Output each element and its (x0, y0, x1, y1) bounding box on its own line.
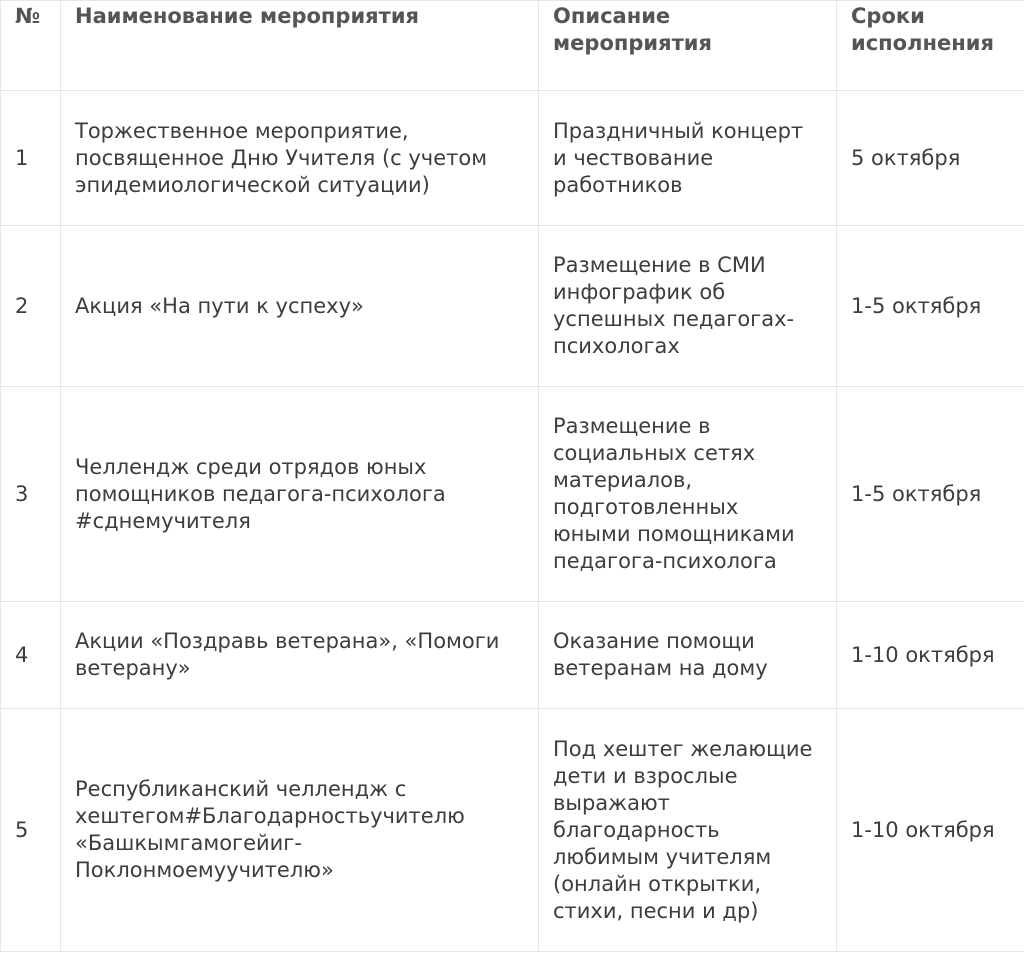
row-event-name: Республиканский челлендж с хештегом#Благодарностьучителю «Башкымгамогейиг-Поклонмоемуучителю» (61, 709, 539, 952)
table-row (1, 709, 1024, 952)
header-deadline: Сроки исполнения (837, 1, 1024, 91)
table-row (1, 387, 1024, 602)
header-event-description: Описание мероприятия (539, 1, 837, 91)
row-deadline: 5 октября (837, 91, 1024, 226)
row-event-name: Торжественное мероприятие, посвященное Дню Учителя (с учетом эпидемиологической ситуации) (61, 91, 539, 226)
row-deadline: 1-10 октября (837, 709, 1024, 952)
row-event-description: Размещение в социальных сетях материалов, подготовленных юными помощниками педагога-психолога (539, 387, 837, 602)
row-event-name: Акция «На пути к успеху» (61, 226, 539, 387)
row-number: 2 (1, 226, 61, 387)
row-event-name: Челлендж среди отрядов юных помощников педагога-психолога #сднемучителя (61, 387, 539, 602)
row-number: 3 (1, 387, 61, 602)
row-number: 4 (1, 602, 61, 709)
header-event-name: Наименование мероприятия (61, 1, 539, 91)
row-event-description: Праздничный концерт и чествование работников (539, 91, 837, 226)
header-number: № (1, 1, 61, 91)
row-event-name: Акции «Поздравь ветерана», «Помоги ветерану» (61, 602, 539, 709)
row-deadline: 1-10 октября (837, 602, 1024, 709)
row-event-description: Оказание помощи ветеранам на дому (539, 602, 837, 709)
row-deadline: 1-5 октября (837, 226, 1024, 387)
row-number: 5 (1, 709, 61, 952)
table-header-row (1, 1, 1024, 91)
table-row (1, 602, 1024, 709)
table-row (1, 91, 1024, 226)
table-row (1, 226, 1024, 387)
row-number: 1 (1, 91, 61, 226)
row-event-description: Размещение в СМИ инфографик об успешных педагогах-психологах (539, 226, 837, 387)
row-event-description: Под хештег желающие дети и взрослые выражают благодарность любимым учителям (онлайн открытки, стихи, песни и др) (539, 709, 837, 952)
row-deadline: 1-5 октября (837, 387, 1024, 602)
